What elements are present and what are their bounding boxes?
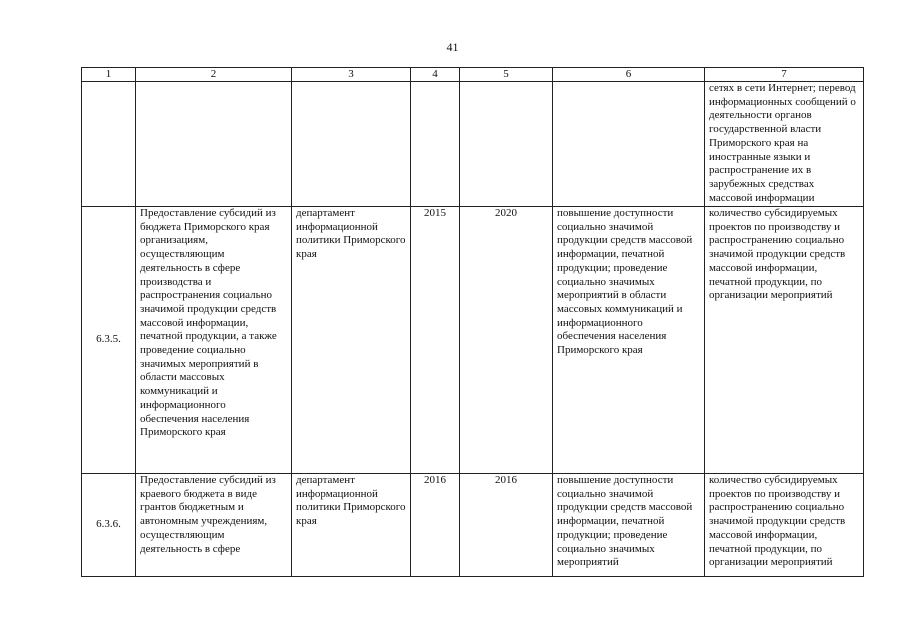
table-row <box>82 474 864 577</box>
column-header: 1 <box>82 68 136 82</box>
item-number: 6.3.6. <box>82 474 136 577</box>
page-number: 41 <box>446 40 459 54</box>
measure-text: Предоставление субсидий из бюджета Приморского края организациям, осуществляющим деятельность в сфере производства и распространения социально значимой продукции средств массовой информации, печатной продукции, а также проведение социально значимых мероприятий в области массовых коммуникаций и информационного обеспечения населения Приморского края <box>136 207 292 474</box>
column-header: 6 <box>553 68 705 82</box>
indicator-text: количество субсидируемых проектов по производству и распространению социально значимой продукции средств массовой информации, печатной продукции, по организации мероприятий <box>705 207 864 474</box>
column-number-row <box>82 68 864 82</box>
end-year: 2020 <box>460 207 553 474</box>
executor-cell <box>292 474 411 577</box>
executor-text: департамент информационной политики Приморского края <box>296 474 406 528</box>
indicator-text: количество субсидируемых проектов по производству и распространению социально значимой продукции средств массовой информации, печатной продукции, по организации мероприятий <box>709 474 846 569</box>
executor-text: департамент информационной политики Приморского края <box>292 207 411 474</box>
table-row <box>82 82 864 207</box>
column-header: 5 <box>460 68 553 82</box>
result-text <box>553 82 705 207</box>
table-row <box>82 207 864 474</box>
executor-text <box>292 82 411 207</box>
start-year: 2016 <box>411 474 460 577</box>
start-year: 2015 <box>411 207 460 474</box>
item-number: 6.3.5. <box>82 207 136 474</box>
item-number <box>82 82 136 207</box>
result-text: повышение доступности социально значимой продукции средств массовой информации, печатной продукции; проведение социально значимых мероприятий <box>557 474 693 569</box>
measure-text: Предоставление субсидий из краевого бюджета в виде грантов бюджетным и автономным учреждениям, осуществляющим деятельность в сфере <box>140 474 276 555</box>
end-year <box>460 82 553 207</box>
measure-cell <box>136 474 292 577</box>
indicator-cell <box>705 474 864 577</box>
measure-text <box>136 82 292 207</box>
indicator-text: сетях в сети Интернет; перевод информационных сообщений о деятельности органов государственной власти Приморского края на иностранные языки и распространение их в зарубежных средствах массовой информации <box>705 82 864 207</box>
result-text: повышение доступности социально значимой продукции средств массовой информации, печатной продукции; проведение социально значимых мероприятий в области массовых коммуникаций и информационного обеспечения населения Приморского края <box>553 207 705 474</box>
column-header: 2 <box>136 68 292 82</box>
column-header: 4 <box>411 68 460 82</box>
column-header: 3 <box>292 68 411 82</box>
result-cell <box>553 474 705 577</box>
column-header: 7 <box>705 68 864 82</box>
start-year <box>411 82 460 207</box>
end-year: 2016 <box>460 474 553 577</box>
measures-table <box>81 67 864 577</box>
